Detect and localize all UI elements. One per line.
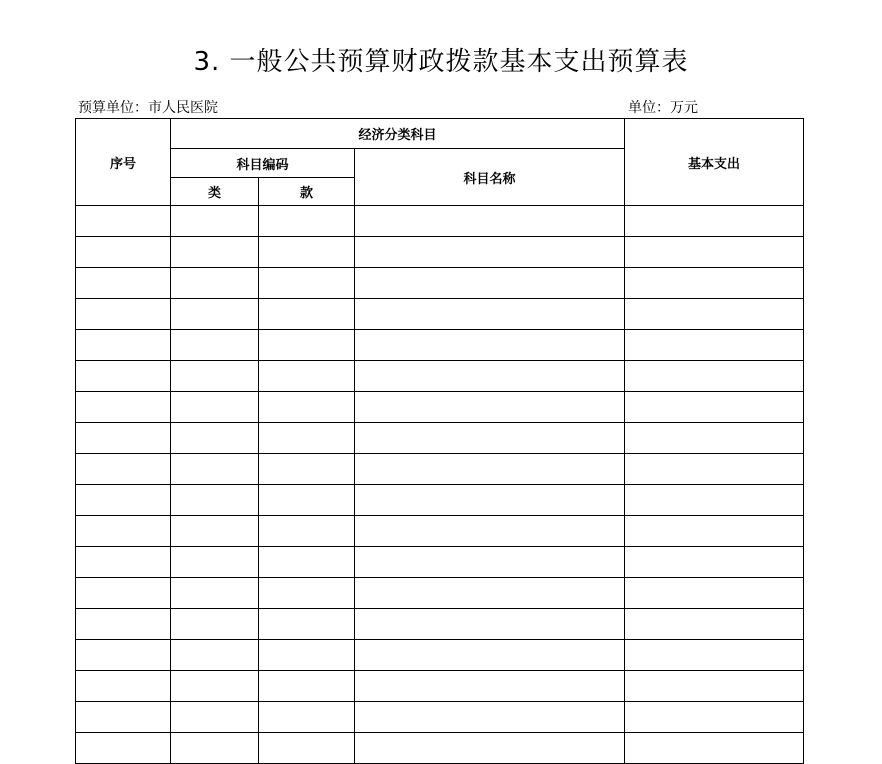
cell-basic-expense [625,671,804,702]
cell-subject-name [355,547,625,578]
cell-seq [76,454,171,485]
cell-basic-expense [625,640,804,671]
cell-basic-expense [625,733,804,764]
cell-item [259,423,355,454]
cell-category [171,299,259,330]
cell-category [171,516,259,547]
table-row [76,454,804,485]
cell-seq [76,268,171,299]
cell-category [171,578,259,609]
cell-seq [76,702,171,733]
table-row [76,733,804,764]
cell-category [171,702,259,733]
cell-basic-expense [625,206,804,237]
header-subject-name: 科目名称 [355,149,625,206]
cell-seq [76,578,171,609]
cell-basic-expense [625,702,804,733]
cell-item [259,733,355,764]
header-item: 款 [259,178,355,206]
table-row [76,516,804,547]
cell-subject-name [355,609,625,640]
cell-category [171,733,259,764]
table-row [76,578,804,609]
cell-seq [76,609,171,640]
table-row [76,206,804,237]
cell-subject-name [355,578,625,609]
cell-category [171,330,259,361]
cell-seq [76,733,171,764]
cell-item [259,640,355,671]
cell-category [171,485,259,516]
cell-basic-expense [625,392,804,423]
cell-subject-name [355,671,625,702]
cell-category [171,268,259,299]
cell-basic-expense [625,423,804,454]
cell-basic-expense [625,609,804,640]
table-header [76,119,804,206]
cell-seq [76,547,171,578]
cell-subject-name [355,392,625,423]
table-row [76,423,804,454]
cell-seq [76,516,171,547]
table-row [76,392,804,423]
table-row [76,330,804,361]
cell-basic-expense [625,454,804,485]
cell-seq [76,330,171,361]
header-category: 类 [171,178,259,206]
cell-item [259,609,355,640]
cell-subject-name [355,237,625,268]
cell-basic-expense [625,268,804,299]
cell-category [171,547,259,578]
cell-subject-name [355,516,625,547]
table-row [76,640,804,671]
cell-seq [76,237,171,268]
cell-subject-name [355,454,625,485]
cell-seq [76,206,171,237]
cell-item [259,206,355,237]
document-title: 3. 一般公共预算财政拨款基本支出预算表 [193,47,689,77]
currency-unit-label: 单位：万元 [628,100,698,116]
table-row [76,547,804,578]
table-row [76,702,804,733]
cell-category [171,671,259,702]
cell-item [259,485,355,516]
header-basic-expense: 基本支出 [625,119,804,206]
cell-subject-name [355,299,625,330]
cell-basic-expense [625,516,804,547]
cell-item [259,361,355,392]
cell-item [259,392,355,423]
cell-category [171,392,259,423]
cell-category [171,237,259,268]
cell-subject-name [355,640,625,671]
cell-subject-name [355,206,625,237]
cell-basic-expense [625,237,804,268]
cell-category [171,361,259,392]
cell-subject-name [355,330,625,361]
table-row [76,485,804,516]
table-body [76,206,804,764]
cell-basic-expense [625,578,804,609]
cell-subject-name [355,361,625,392]
cell-seq [76,299,171,330]
cell-subject-name [355,268,625,299]
budget-unit-label: 预算单位：市人民医院 [78,100,218,116]
header-row-1 [76,119,804,149]
cell-basic-expense [625,547,804,578]
cell-item [259,547,355,578]
cell-category [171,423,259,454]
cell-item [259,268,355,299]
cell-seq [76,392,171,423]
cell-seq [76,485,171,516]
cell-basic-expense [625,330,804,361]
cell-basic-expense [625,485,804,516]
cell-category [171,640,259,671]
table-row [76,609,804,640]
cell-basic-expense [625,361,804,392]
cell-item [259,454,355,485]
table-row [76,671,804,702]
cell-seq [76,640,171,671]
cell-seq [76,361,171,392]
cell-subject-name [355,733,625,764]
table-row [76,299,804,330]
cell-item [259,237,355,268]
header-seq: 序号 [76,119,171,206]
table-row [76,237,804,268]
cell-subject-name [355,485,625,516]
table-row [76,361,804,392]
cell-item [259,578,355,609]
cell-item [259,671,355,702]
cell-subject-name [355,702,625,733]
cell-subject-name [355,423,625,454]
cell-seq [76,671,171,702]
cell-item [259,299,355,330]
cell-item [259,330,355,361]
cell-category [171,454,259,485]
cell-item [259,702,355,733]
cell-item [259,516,355,547]
cell-seq [76,423,171,454]
header-subject-code: 科目编码 [171,149,355,178]
cell-basic-expense [625,299,804,330]
cell-category [171,609,259,640]
table-row [76,268,804,299]
budget-table [75,118,804,764]
header-econ-class: 经济分类科目 [171,119,625,149]
cell-category [171,206,259,237]
